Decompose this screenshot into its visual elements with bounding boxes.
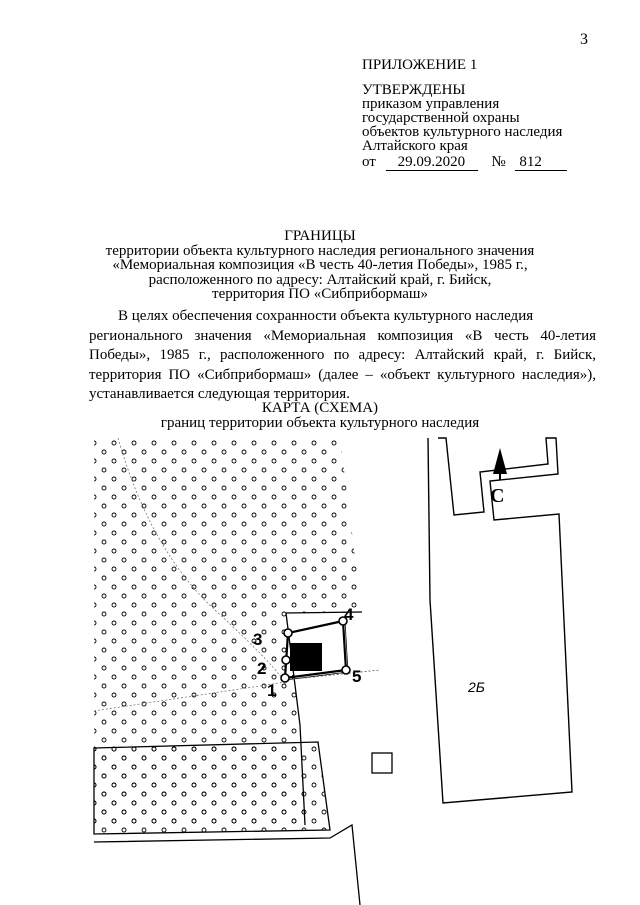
approval-block (362, 58, 567, 171)
approval-line: Алтайского края (362, 138, 468, 154)
road-edge (94, 825, 360, 905)
title-heading: ГРАНИЦЫ (284, 228, 356, 244)
body-paragraph (89, 307, 596, 405)
building-label: 2Б (468, 679, 485, 695)
date-number-line (362, 155, 567, 171)
approval-number: 812 (515, 155, 567, 171)
north-arrow-icon (490, 448, 507, 507)
title-line: «Мемориальная композиция «В честь 40-летия Победы», 1985 г., (112, 257, 528, 273)
number-prefix: № (491, 154, 506, 170)
title-line: территория ПО «Сибприбормаш» (212, 286, 428, 302)
page-number: 3 (580, 31, 588, 48)
point-label-3: 3 (253, 630, 263, 649)
title-line: расположенного по адресу: Алтайский край, г. Бийск, (148, 271, 492, 288)
approval-date: 29.09.2020 (386, 155, 478, 171)
heritage-boundary (285, 621, 380, 680)
approval-line: объектов культурного наследия (362, 124, 563, 140)
map-title (0, 401, 640, 431)
point-label-5: 5 (352, 667, 362, 686)
body-rest: регионального значения «Мемориальная композиция «В честь 40-летия Победы», 1985 г., расположенного по адресу: Алтайский край, г. Бийск, территория ПО «Сибприбормаш» (далее – «объект культурного наследия»), устанавливается следующая территория. (89, 327, 596, 402)
approval-line: приказом управления (362, 96, 500, 112)
map-heading: КАРТА (СХЕМА) (261, 400, 379, 416)
map-subheading: границ территории объекта культурного наследия (160, 415, 480, 431)
title-line: территории объекта культурного наследия регионального значения (105, 242, 535, 259)
point-label-4: 4 (344, 605, 354, 624)
document-title (0, 229, 640, 302)
date-prefix: от (362, 154, 376, 170)
appendix-label: ПРИЛОЖЕНИЕ 1 (362, 57, 478, 73)
memorial-object (290, 643, 322, 671)
approved-label: УТВЕРЖДЕНЫ (362, 82, 466, 98)
point-label-1: 1 (267, 681, 277, 700)
small-structure (372, 753, 392, 773)
point-label-2: 2 (257, 659, 267, 678)
north-label: С (490, 485, 505, 507)
approval-line: государственной охраны (362, 110, 520, 126)
boundary-map (0, 430, 640, 905)
body-first-line: В целях обеспечения сохранности объекта культурного наследия (118, 308, 534, 324)
green-zone-bottom (94, 742, 330, 834)
